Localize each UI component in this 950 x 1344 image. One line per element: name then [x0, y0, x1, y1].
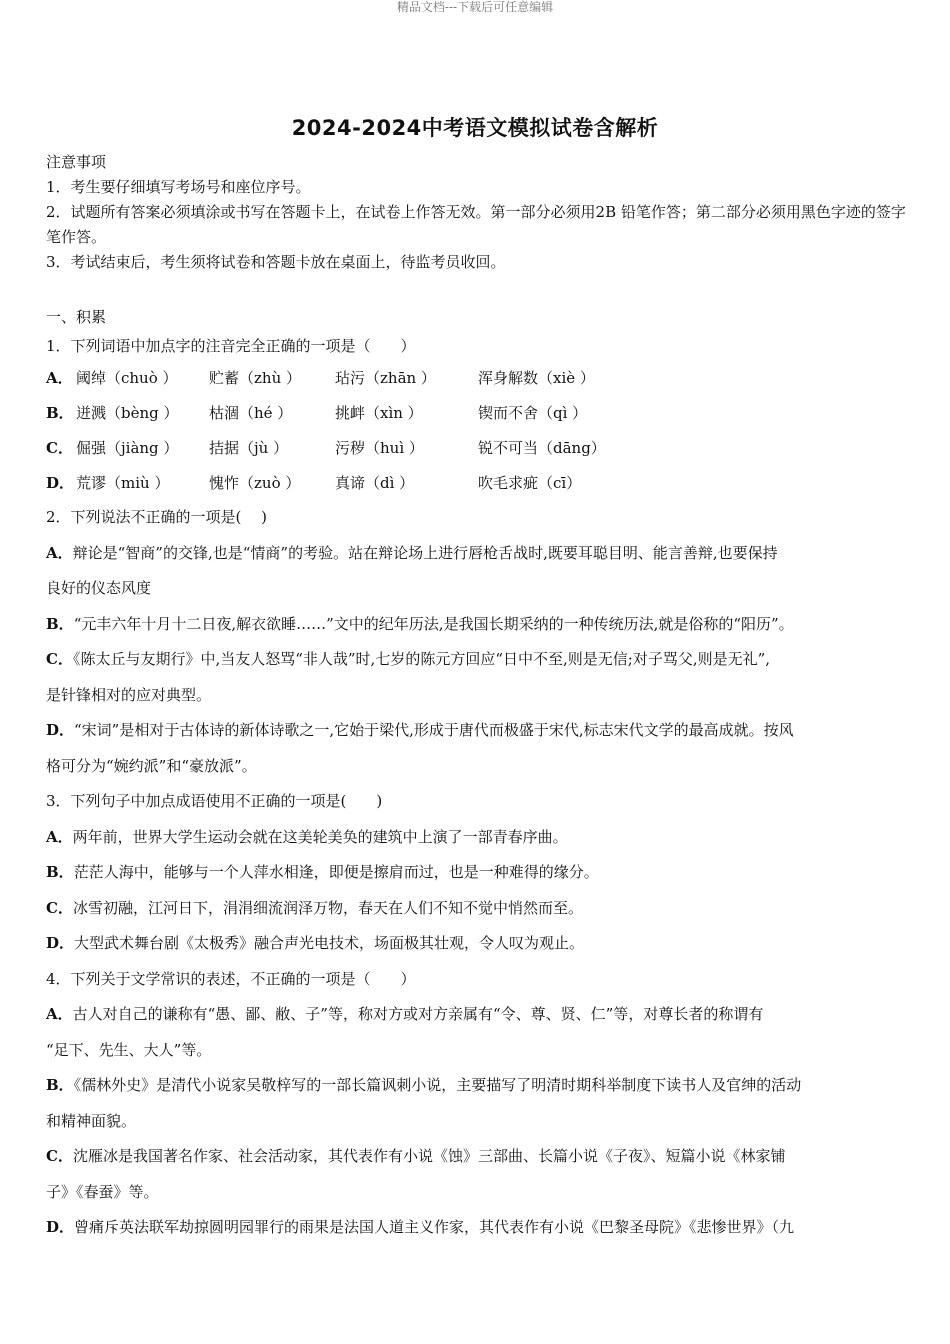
option-text: 茫茫人海中，能够与一个人萍水相逢，即便是擦肩而过，也是一种难得的缘分。	[73, 863, 599, 881]
option-row	[46, 430, 908, 465]
option-text: 子》《春蚕》等。	[46, 1182, 159, 1201]
option-text: “宋词”是相对于古体诗的新体诗歌之一,它始于梁代,形成于唐代而极盛于宋代,标志宋代文学的最高成就。按风	[74, 721, 794, 739]
option-cell: 倔强（jiàng ）	[76, 439, 179, 457]
notice-heading: 注意事项	[46, 153, 107, 171]
option-text: 沈雁冰是我国著名作家、社会活动家，其代表作有小说《蚀》三部曲、长篇小说《子夜》、短篇小说《林家铺	[72, 1147, 786, 1165]
option-cell: 污秽（huì ）	[335, 439, 424, 457]
option-text: 格可分为“婉约派”和“豪放派”。	[46, 756, 257, 775]
option-letter: D．	[46, 721, 75, 739]
option-letter: C．	[46, 650, 73, 668]
notice-item: 1．考生要仔细填写考场号和座位序号。	[46, 178, 311, 196]
notice-item: 2．试题所有答案必须填涂或书写在答题卡上，在试卷上作答无效。第一部分必须用2B 铅笔作答；第二部分必须用黑色字迹的签字笔作答。	[46, 203, 906, 246]
document-body	[46, 150, 908, 1246]
question-stem: 4．下列关于文学常识的表述，不正确的一项是（ ）	[46, 969, 416, 988]
option-letter: C．	[46, 1147, 73, 1165]
option-letter: B．	[46, 1076, 74, 1094]
option-letter: D．	[46, 934, 75, 952]
option-letter: A．	[46, 827, 73, 846]
option-cell: 锐不可当（dāng）	[478, 439, 606, 457]
option-letter: D．	[46, 1218, 75, 1236]
option-letter: C．	[46, 439, 73, 457]
option-row	[46, 360, 908, 395]
option-cell: 荒谬（miù ）	[76, 474, 170, 492]
option-letter: A．	[46, 1005, 73, 1023]
option-letter: A．	[46, 369, 73, 387]
option-letter: A．	[46, 543, 73, 562]
option-cell: 贮蓄（zhù ）	[209, 369, 301, 387]
option-cell: 愧怍（zuò ）	[209, 474, 301, 492]
section-heading: 一、积累	[46, 308, 107, 326]
option-row	[46, 465, 908, 500]
option-text: 两年前，世界大学生运动会就在这美轮美奂的建筑中上演了一部青春序曲。	[72, 827, 568, 846]
option-cell: 挑衅（xìn ）	[335, 404, 423, 422]
q1-options	[46, 360, 908, 500]
option-cell: 真谛（dì ）	[335, 474, 415, 492]
option-cell: 锲而不舍（qì ）	[478, 404, 588, 422]
option-text: “元丰六年十月十二日夜,解衣欲睡……”文中的纪年历法,是我国长期采纳的一种传统历法,就是俗称的“阳历”。	[73, 614, 794, 633]
option-cell: 阈绰（chuò ）	[76, 369, 178, 387]
option-letter: C．	[46, 898, 73, 917]
question-stem: 2．下列说法不正确的一项是( )	[46, 508, 268, 526]
option-text: 是针锋相对的应对典型。	[46, 685, 212, 704]
option-cell: 枯涸（hé ）	[209, 404, 293, 422]
option-text: 古人对自己的谦称有“愚、鄙、敝、子”等，称对方或对方亲属有“令、尊、贤、仁”等，对尊长者的称谓有	[72, 1005, 764, 1023]
question-stem: 1．下列词语中加点字的注音完全正确的一项是（ ）	[46, 337, 416, 355]
option-text: 曾痛斥英法联军劫掠圆明园罪行的雨果是法国人道主义作家，其代表作有小说《巴黎圣母院》《悲惨世界》（九	[74, 1218, 795, 1236]
option-text: 冰雪初融，江河日下，涓涓细流润泽万物，春天在人们不知不觉中悄然而至。	[72, 898, 583, 917]
option-cell: 拮据（jù ）	[209, 439, 289, 457]
option-letter: B．	[46, 863, 74, 881]
option-text: 辩论是“智商”的交锋,也是“情商”的考验。站在辩论场上进行唇枪舌战时,既要耳聪目明、能言善辩,也要保持	[72, 543, 778, 562]
question-stem: 3．下列句子中加点成语使用不正确的一项是( )	[46, 792, 383, 810]
option-cell: 吹毛求疵（cī）	[478, 474, 582, 492]
option-cell: 迸溅（bèng ）	[76, 404, 179, 422]
option-letter: D．	[46, 474, 75, 492]
header-note: 精品文档---下载后可任意编辑	[396, 0, 554, 14]
notice-item: 3．考试结束后，考生须将试卷和答题卡放在桌面上，待监考员收回。	[46, 253, 506, 271]
option-text: “足下、先生、大人”等。	[46, 1040, 212, 1059]
option-text: 《儒林外史》是清代小说家吴敬梓写的一部长篇讽刺小说，主要描写了明清时期科举制度下读书人及官绅的活动	[73, 1076, 802, 1094]
option-cell: 浑身解数（xiè ）	[478, 369, 595, 387]
option-letter: B．	[46, 404, 74, 422]
option-text: 良好的仪态风度	[46, 579, 152, 597]
option-row	[46, 395, 908, 430]
option-text: 大型武术舞台剧《太极秀》融合声光电技术，场面极其壮观，令人叹为观止。	[74, 934, 585, 952]
option-cell: 玷污（zhān ）	[335, 369, 436, 387]
option-text: 和精神面貌。	[46, 1111, 137, 1130]
page-title: 2024-2024中考语文模拟试卷含解析	[291, 116, 659, 140]
option-text: 《陈太丘与友期行》中,当友人怒骂“非人哉”时,七岁的陈元方回应“日中不至,则是无信;对子骂父,则是无礼”,	[72, 650, 771, 668]
option-letter: B．	[46, 614, 74, 633]
